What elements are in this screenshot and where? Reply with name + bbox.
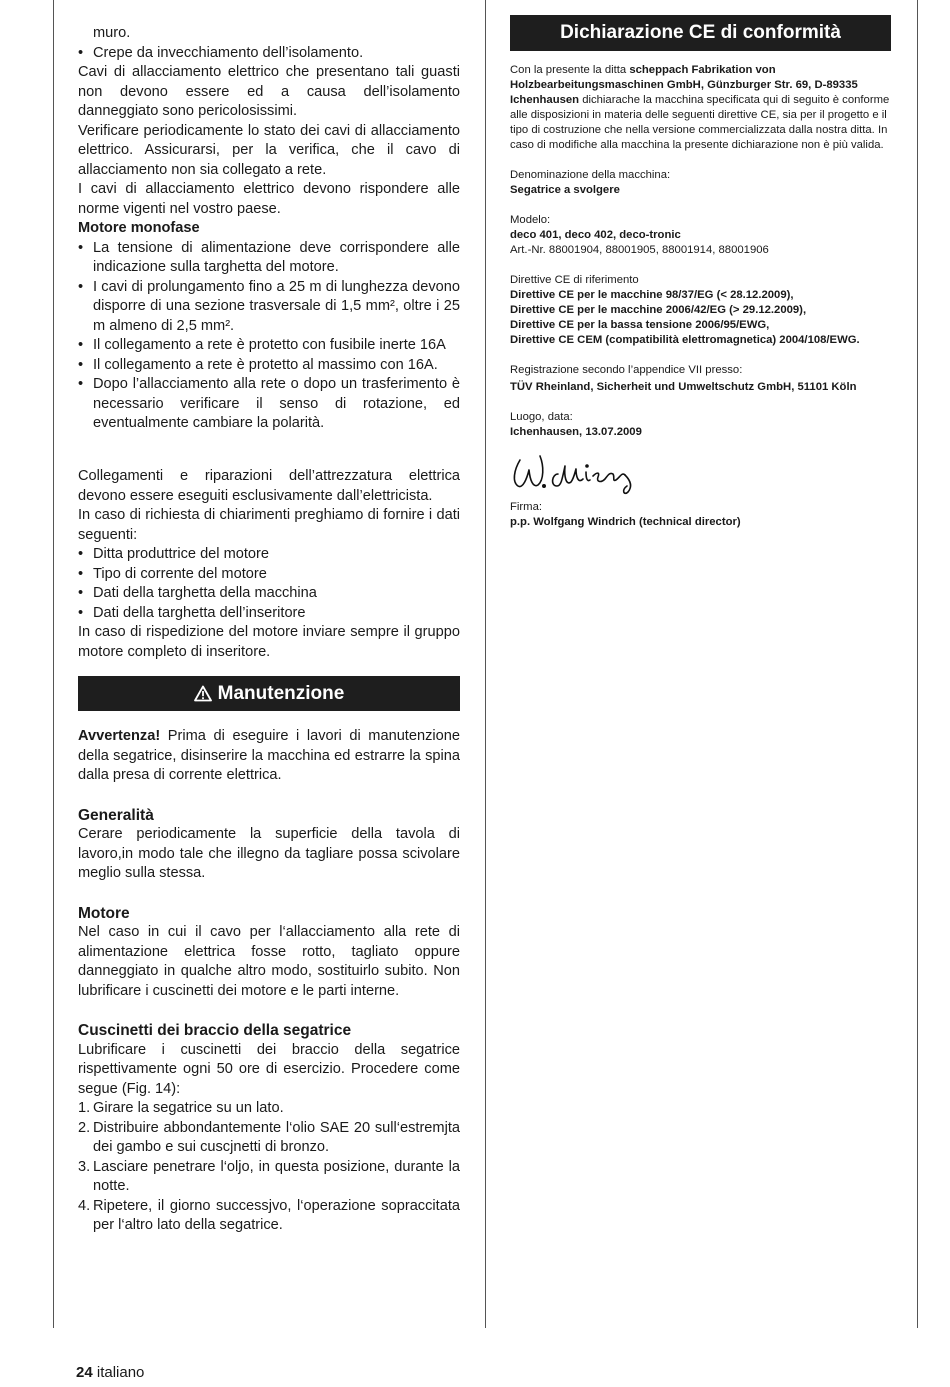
cable-paragraph: Cavi di allacciamento elettrico che presentano tali guasti non devono essere ed a causa dell’isolamento danneggiato sono pericolosissimi. — [78, 64, 460, 119]
handwritten-signature — [510, 442, 660, 500]
machine-value: Segatrice a svolgere — [510, 184, 620, 196]
directives-label: Direttive CE di riferimento — [510, 274, 639, 286]
registration-value: TÜV Rheinland, Sicherheit und Umweltschutz GmbH, 51101 Köln — [510, 381, 857, 393]
page-number: 24 — [76, 1364, 93, 1381]
intro-line: muro. — [93, 25, 131, 41]
directive-item: Direttive CE per le macchine 98/37/EG (< 28.12.2009), — [510, 289, 794, 301]
warning-label: Avvertenza! — [78, 728, 161, 744]
model-block — [510, 213, 891, 258]
list-item: • I cavi di prolungamento fino a 25 m di lunghezza devono disporre di una sezione trasversale di 1,5 mm², oltre i 25 m almeno di 2,5 mm². — [78, 278, 460, 337]
bearings-heading: Cuscinetti dei braccio della segatrice — [78, 1022, 352, 1039]
list-item: 2. Distribuire abbondantemente l‘olio SAE 20 sull‘estremjta dei gambo e sui cuscjnetti di bronzo. — [78, 1119, 460, 1155]
warning-paragraph — [78, 727, 460, 786]
list-item: • La tensione di alimentazione deve corrispondere alle indicazione sulla targhetta del motore. — [78, 239, 460, 278]
column-divider-rule — [485, 0, 486, 1328]
left-column — [78, 24, 460, 1236]
single-phase-bullet-list — [78, 239, 460, 434]
list-item: • Il collegamento a rete è protetto con fusibile inerte 16A — [78, 336, 460, 356]
model-value: deco 401, deco 402, deco-tronic — [510, 229, 681, 241]
signature-label: Firma: — [510, 501, 543, 513]
general-paragraph: Cerare periodicamente la superficie della tavola di lavoro,in modo tale che illegno da tagliare possa scivolare meglio sulla stessa. — [78, 826, 460, 881]
directive-item: Direttive CE per la bassa tensione 2006/95/EWG, — [510, 319, 770, 331]
bearings-steps-list — [78, 1099, 460, 1236]
list-item: • Dati della targhetta dell’inseritore — [78, 604, 460, 624]
motor-paragraph: Nel caso in cui il cavo per l‘allacciamento alla rete di alimentazione elettrica fosse rotto, tagliato oppure danneggiato in qualche altro modo, sostituirlo subito. Non lubrificare i cuscinetti dei motore e le parti interne. — [78, 924, 460, 999]
electrician-paragraph: In caso di richiesta di chiarimenti preghiamo di fornire i dati seguenti: — [78, 507, 460, 543]
cable-paragraph: Verificare periodicamente lo stato dei cavi di allacciamento elettrico. Assicurarsi, per la verifica, che il cavo di allacciamento non sia collegato a rete. — [78, 122, 460, 178]
list-item: • Dati della targhetta della macchina — [78, 584, 460, 604]
place-label: Luogo, data: — [510, 411, 573, 423]
machine-block — [510, 168, 891, 198]
page-footer — [76, 1364, 144, 1381]
registration-label: Registrazione secondo l’appendice VII presso: — [510, 364, 743, 376]
bearings-paragraph: Lubrificare i cuscinetti dei braccio della segatrice rispettivamente ogni 50 ore di esercizio. Procedere come segue (Fig. 14): — [78, 1041, 460, 1097]
list-item: 4. Ripetere, il giorno successjvo, l‘operazione sopraccitata per l‘altro lato della segatrice. — [78, 1197, 460, 1233]
directives-block — [510, 273, 891, 348]
signature-block — [510, 500, 891, 530]
directive-item: Direttive CE per le macchine 2006/42/EG (> 29.12.2009), — [510, 304, 807, 316]
ce-intro-paragraph: Con la presente la ditta scheppach Fabrikation von Holzbearbeitungsmaschinen GmbH, Günzburger Str. 69, D-89335 Ichenhausen dichiarache la macchina specificata qui di seguito è conforme alle disposizioni in materia delle seguenti direttive CE, sia per il progetto e il tipo di costruzione che nella versione commercializzata dalla nostra ditta. In caso di modifiche alla macchina la presente dichiarazione non è più valida. — [510, 64, 890, 151]
right-margin-rule — [917, 0, 918, 1328]
warning-text: Prima di eseguire i lavori di manutenzione della segatrice, disinserire la macchina ed estrarre la spina dalla presa di corrente elettrica. — [78, 728, 460, 783]
list-item: 1. Girare la segatrice su un lato. — [78, 1100, 284, 1116]
intro-bullet-list — [78, 44, 460, 64]
list-item: • Ditta produttrice del motore — [78, 545, 460, 565]
electrician-paragraph: Collegamenti e riparazioni dell’attrezzatura elettrica devono essere eseguiti esclusivamente dall’elettricista. — [78, 468, 460, 504]
footer-language: italiano — [96, 1364, 145, 1381]
cable-paragraph: I cavi di allacciamento elettrico devono rispondere alle norme vigenti nel vostro paese. — [78, 181, 460, 217]
warning-icon — [194, 685, 212, 702]
single-phase-heading: Motore monofase — [78, 220, 200, 236]
list-item: • Il collegamento a rete è protetto al massimo con 16A. — [78, 356, 460, 376]
list-item: 3. Lasciare penetrare l‘oljo, in questa posizione, durante la notte. — [78, 1158, 460, 1194]
list-item: • Crepe da invecchiamento dell’isolamento. — [78, 44, 460, 64]
shipping-paragraph: In caso di rispedizione del motore inviare sempre il gruppo motore completo di inseritore. — [78, 624, 460, 660]
left-margin-rule — [53, 0, 54, 1328]
general-heading: Generalità — [78, 806, 154, 824]
list-item: • Dopo l’allacciamento alla rete o dopo un trasferimento è necessario verificare il senso di rotazione, ed eventualmente cambiare la polarità. — [78, 375, 460, 434]
registration-block — [510, 363, 891, 395]
place-value: Ichenhausen, 13.07.2009 — [510, 426, 642, 438]
machine-label: Denominazione della macchina: — [510, 169, 671, 181]
article-numbers: Art.-Nr. 88001904, 88001905, 88001914, 88001906 — [510, 244, 769, 256]
maintenance-title: Manutenzione — [217, 683, 345, 704]
right-column — [510, 15, 891, 530]
directive-item: Direttive CE CEM (compatibilità elettromagnetica) 2004/108/EWG. — [510, 334, 860, 346]
ce-declaration-banner: Dichiarazione CE di conformità — [510, 15, 891, 51]
signature-value: p.p. Wolfgang Windrich (technical director) — [510, 516, 741, 528]
place-date-block — [510, 410, 891, 440]
model-label: Modelo: — [510, 214, 551, 226]
motor-heading: Motore — [78, 904, 130, 922]
maintenance-banner — [78, 676, 460, 711]
motor-data-bullet-list — [78, 545, 460, 623]
list-item: • Tipo di corrente del motore — [78, 565, 460, 585]
